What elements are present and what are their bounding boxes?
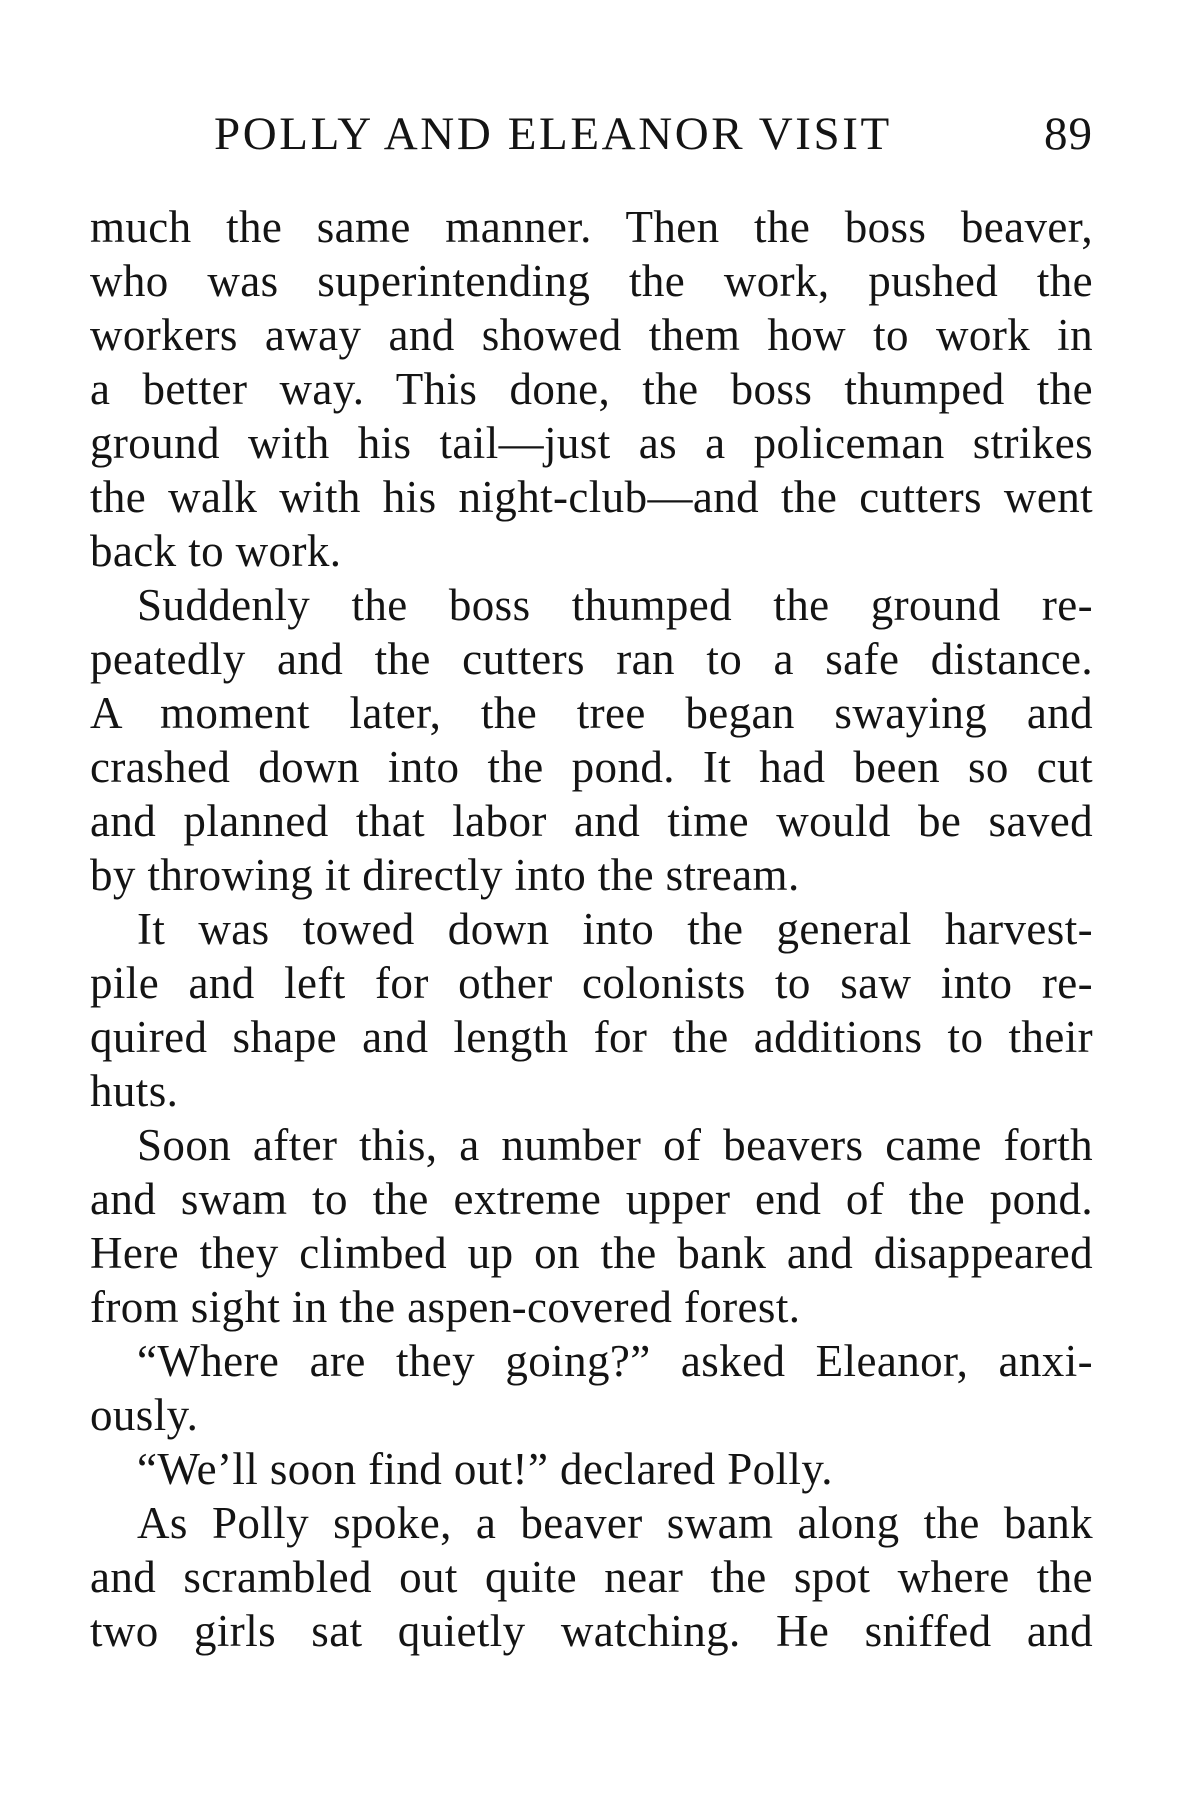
text-line: two girls sat quietly watching. He sniffed and (90, 1606, 1093, 1656)
running-head (90, 104, 1105, 164)
text-line: Suddenly the boss thumped the ground re- (137, 580, 1093, 630)
text-line: pile and left for other colonists to saw into re- (90, 958, 1093, 1008)
paragraph-4 (90, 1118, 1093, 1334)
text-line: who was superintending the work, pushed the (90, 256, 1093, 306)
running-title: POLLY AND ELEANOR VISIT (214, 108, 892, 160)
text-line: huts. (90, 1066, 179, 1116)
text-line: quired shape and length for the additions to their (90, 1012, 1093, 1062)
body-text (90, 200, 1093, 1658)
paragraph-3 (90, 902, 1093, 1118)
text-line: “We’ll soon find out!” declared Polly. (137, 1444, 833, 1494)
text-line: As Polly spoke, a beaver swam along the bank (137, 1498, 1093, 1548)
text-line: the walk with his night-club—and the cutters went (90, 472, 1093, 522)
text-line: much the same manner. Then the boss beaver, (90, 202, 1093, 252)
text-line: It was towed down into the general harvest- (137, 904, 1093, 954)
text-line: and planned that labor and time would be saved (90, 796, 1093, 846)
text-line: and swam to the extreme upper end of the pond. (90, 1174, 1093, 1224)
paragraph-5 (90, 1334, 1093, 1442)
text-line: ground with his tail—just as a policeman strikes (90, 418, 1093, 468)
paragraph-1 (90, 200, 1093, 578)
text-line: from sight in the aspen-covered forest. (90, 1282, 801, 1332)
text-line: Here they climbed up on the bank and disappeared (90, 1228, 1093, 1278)
text-line: by throwing it directly into the stream. (90, 850, 800, 900)
text-line: crashed down into the pond. It had been so cut (90, 742, 1093, 792)
text-line: ously. (90, 1390, 199, 1440)
text-line: peatedly and the cutters ran to a safe distance. (90, 634, 1093, 684)
paragraph-6 (90, 1442, 1093, 1496)
text-line: workers away and showed them how to work in (90, 310, 1093, 360)
text-line: back to work. (90, 526, 342, 576)
text-line: a better way. This done, the boss thumped the (90, 364, 1093, 414)
text-line: “Where are they going?” asked Eleanor, anxi- (137, 1336, 1093, 1386)
paragraph-2 (90, 578, 1093, 902)
paragraph-7 (90, 1496, 1093, 1658)
text-line: A moment later, the tree began swaying and (90, 688, 1093, 738)
text-line: Soon after this, a number of beavers came forth (137, 1120, 1093, 1170)
text-line: and scrambled out quite near the spot where the (90, 1552, 1093, 1602)
page-number: 89 (1044, 108, 1093, 160)
